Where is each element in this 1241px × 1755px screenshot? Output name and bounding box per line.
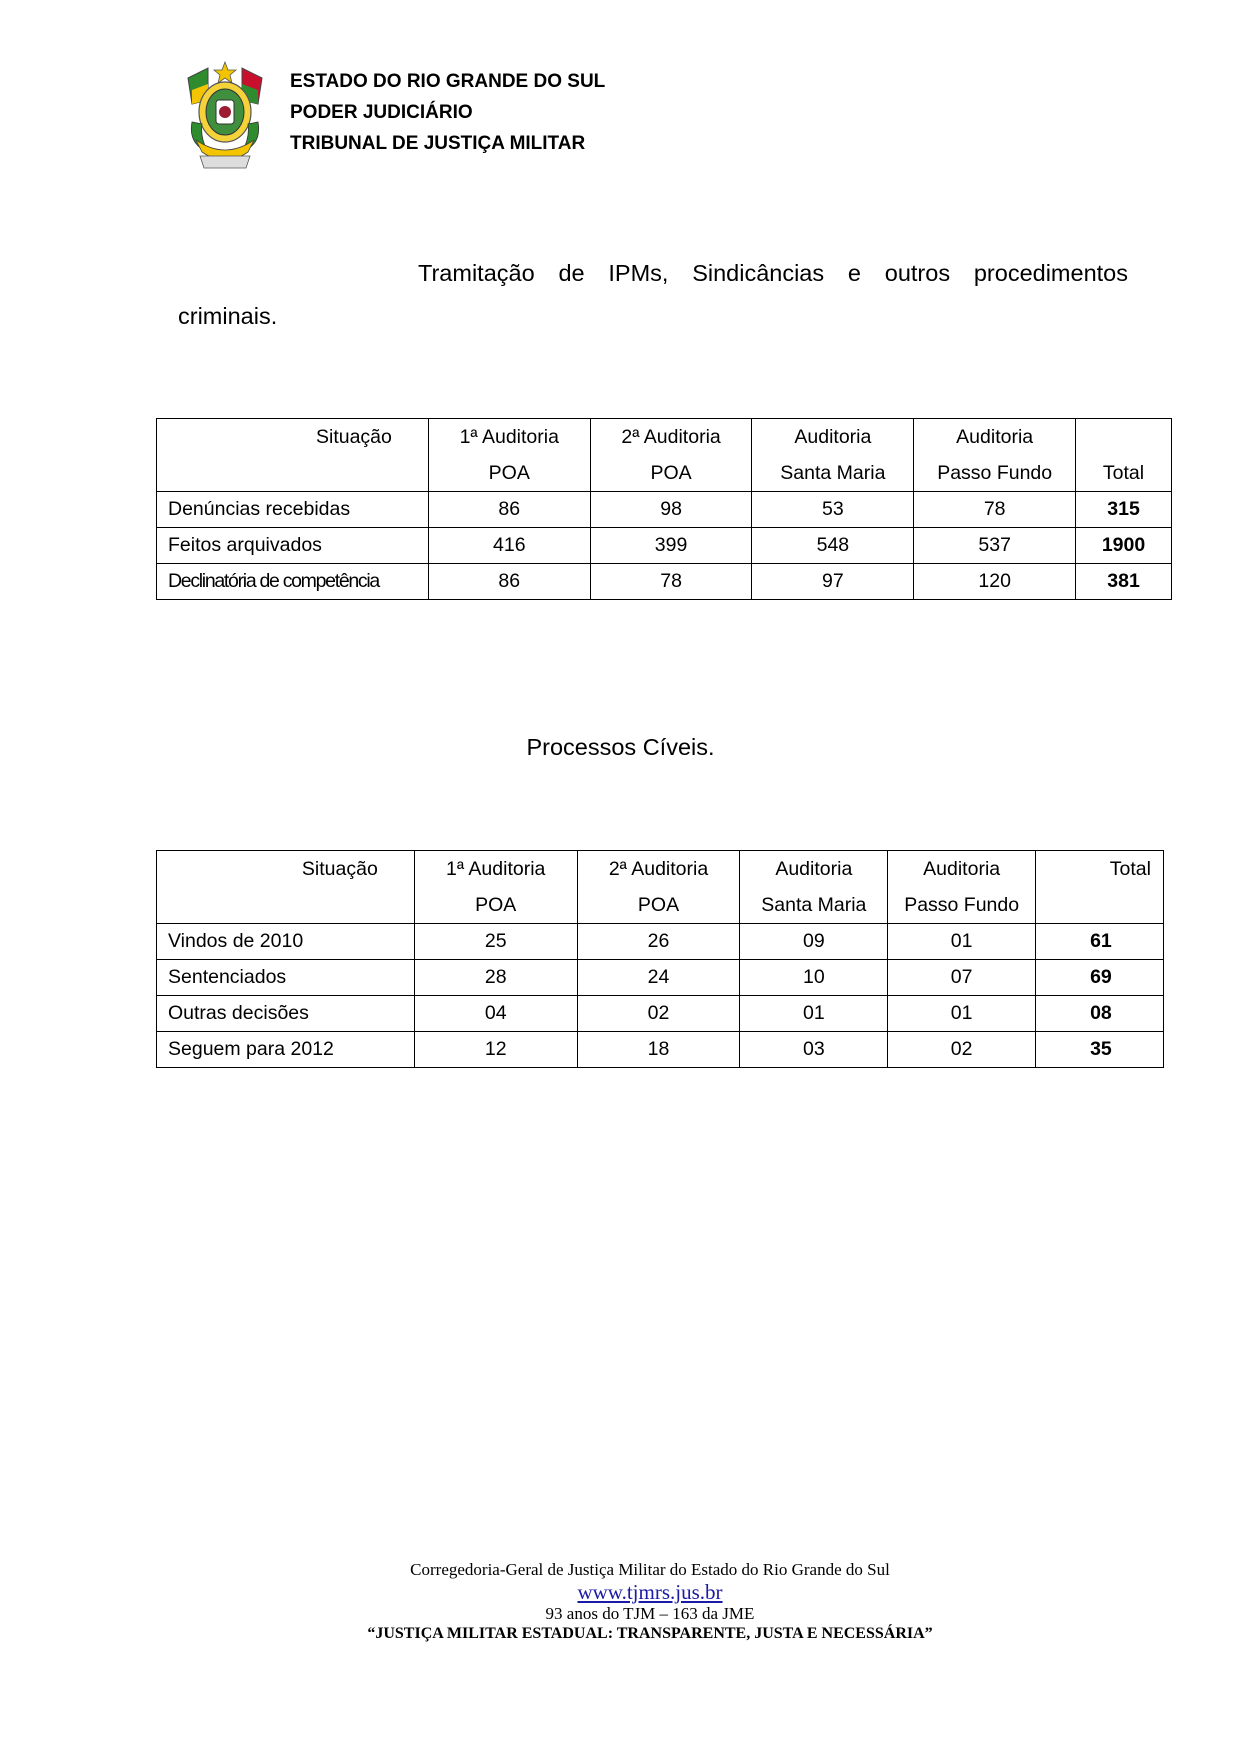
row-total: 381	[1076, 564, 1172, 600]
column-header-santa-maria: Auditoria Santa Maria	[740, 851, 888, 924]
table-cell: 03	[740, 1032, 888, 1068]
row-total: 61	[1036, 924, 1164, 960]
row-label: Outras decisões	[157, 996, 415, 1032]
civil-processes-table	[156, 850, 1164, 1068]
row-label: Vindos de 2010	[157, 924, 415, 960]
column-header-santa-maria: Auditoria Santa Maria	[752, 419, 914, 492]
row-total: 315	[1076, 492, 1172, 528]
criminal-procedures-table	[156, 418, 1172, 600]
table-cell: 09	[740, 924, 888, 960]
column-header-1a-auditoria: 1ª Auditoria POA	[414, 851, 577, 924]
footer-motto: “JUSTIÇA MILITAR ESTADUAL: TRANSPARENTE, JUSTA E NECESSÁRIA”	[367, 1625, 933, 1642]
header-state: ESTADO DO RIO GRANDE DO SUL	[290, 71, 606, 92]
row-total: 08	[1036, 996, 1164, 1032]
table-cell: 25	[414, 924, 577, 960]
table-header-row	[157, 419, 1172, 492]
table-cell: 12	[414, 1032, 577, 1068]
table-cell: 53	[752, 492, 914, 528]
table-cell: 01	[740, 996, 888, 1032]
section1-title	[178, 252, 1128, 338]
table-cell: 86	[428, 492, 590, 528]
table-row	[157, 1032, 1164, 1068]
table-cell: 02	[577, 996, 740, 1032]
table-row	[157, 960, 1164, 996]
column-header-2a-auditoria: 2ª Auditoria POA	[590, 419, 752, 492]
table-row	[157, 996, 1164, 1032]
row-label: Sentenciados	[157, 960, 415, 996]
table-row	[157, 924, 1164, 960]
table-cell: 10	[740, 960, 888, 996]
section2-title: Processos Cíveis.	[526, 734, 715, 760]
table-cell: 07	[888, 960, 1036, 996]
table-cell: 120	[914, 564, 1076, 600]
column-header-passo-fundo: Auditoria Passo Fundo	[914, 419, 1076, 492]
institution-header	[290, 66, 605, 159]
row-total: 1900	[1076, 528, 1172, 564]
table-row	[157, 528, 1172, 564]
table-cell: 416	[428, 528, 590, 564]
column-header-passo-fundo: Auditoria Passo Fundo	[888, 851, 1036, 924]
column-header-situacao: Situação	[157, 419, 429, 492]
row-label: Denúncias recebidas	[157, 492, 429, 528]
column-header-total: Total	[1036, 851, 1164, 924]
header-power: PODER JUDICIÁRIO	[290, 102, 473, 123]
table-header-row	[157, 851, 1164, 924]
coat-of-arms-icon	[178, 60, 272, 174]
footer-institution: Corregedoria-Geral de Justiça Militar do Estado do Rio Grande do Sul	[410, 1560, 890, 1579]
table-cell: 01	[888, 924, 1036, 960]
table-cell: 24	[577, 960, 740, 996]
row-total: 35	[1036, 1032, 1164, 1068]
table-cell: 04	[414, 996, 577, 1032]
page-footer	[0, 1560, 1241, 1644]
header-tribunal: TRIBUNAL DE JUSTIÇA MILITAR	[290, 133, 586, 154]
footer-anniversary: 93 anos do TJM – 163 da JME	[545, 1604, 755, 1623]
table-cell: 97	[752, 564, 914, 600]
column-header-situacao: Situação	[157, 851, 415, 924]
section1-title-line2: criminais.	[178, 303, 278, 329]
table-cell: 537	[914, 528, 1076, 564]
section1-title-line1: Tramitação de IPMs, Sindicâncias e outros procedimentos	[418, 260, 1128, 286]
column-header-2a-auditoria: 2ª Auditoria POA	[577, 851, 740, 924]
column-header-total: Total	[1076, 419, 1172, 492]
table-cell: 78	[914, 492, 1076, 528]
table-cell: 02	[888, 1032, 1036, 1068]
column-header-1a-auditoria: 1ª Auditoria POA	[428, 419, 590, 492]
row-label: Feitos arquivados	[157, 528, 429, 564]
table-cell: 548	[752, 528, 914, 564]
table-row	[157, 564, 1172, 600]
table-cell: 01	[888, 996, 1036, 1032]
table-cell: 28	[414, 960, 577, 996]
table-cell: 18	[577, 1032, 740, 1068]
row-label: Declinatória de competência	[157, 564, 429, 600]
table-cell: 78	[590, 564, 752, 600]
table-cell: 98	[590, 492, 752, 528]
footer-website-link[interactable]: www.tjmrs.jus.br	[577, 1580, 723, 1604]
table-cell: 399	[590, 528, 752, 564]
table-cell: 86	[428, 564, 590, 600]
table-row	[157, 492, 1172, 528]
row-total: 69	[1036, 960, 1164, 996]
row-label: Seguem para 2012	[157, 1032, 415, 1068]
table-cell: 26	[577, 924, 740, 960]
